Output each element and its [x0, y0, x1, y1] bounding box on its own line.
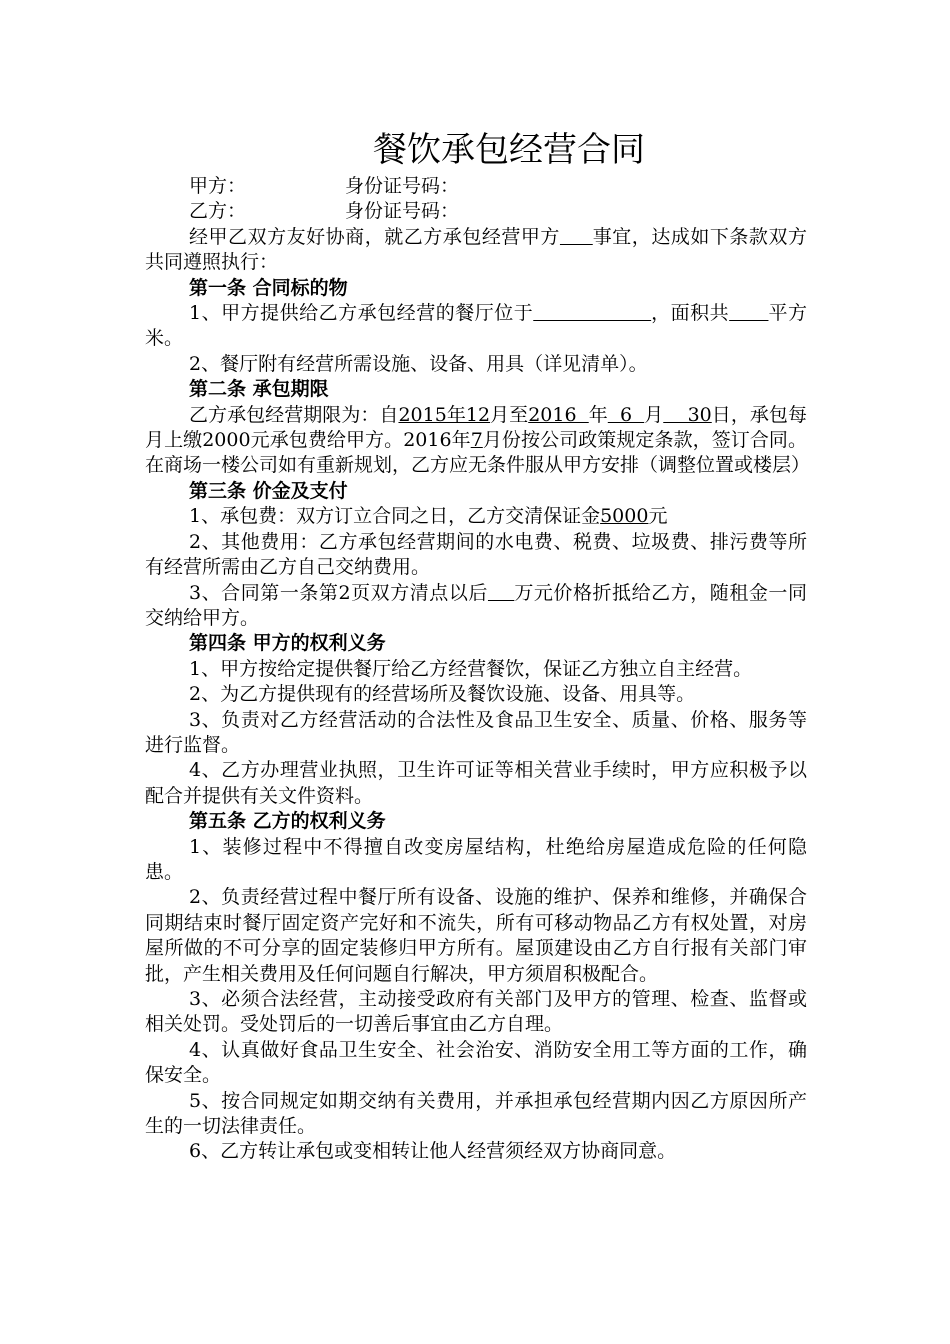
document-body [145, 174, 811, 1165]
article-5-clause-1: 1、装修过程中不得擅自改变房屋结构，杜绝给房屋造成危险的任何隐患。 [145, 835, 807, 883]
policy-month: 7 [470, 429, 483, 452]
end-day: 30 [663, 403, 712, 426]
clause-text: 元 [648, 505, 668, 528]
party-a-id-label: 身份证号码： [345, 175, 460, 197]
party-b-label: 乙方： [189, 200, 247, 223]
article-3-heading: 第三条 价金及支付 [189, 479, 348, 502]
end-month: 6 [607, 403, 645, 426]
area-blank [729, 302, 768, 324]
clause-text: 3、合同第一条第2页双方清点以后 [189, 581, 488, 604]
article-3-clause-3 [145, 581, 807, 632]
clause-text: 万元价格折抵给乙方，随租金一同交纳给甲方。 [145, 581, 807, 629]
clause-text: 平方米。 [145, 302, 807, 350]
clause-text: ，面积共 [651, 302, 730, 325]
article-2-heading: 第二条 承包期限 [189, 378, 329, 401]
article-4-clause-1: 1、甲方按给定提供餐厅给乙方经营餐饮，保证乙方独立自主经营。 [189, 657, 753, 680]
party-a-label: 甲方： [189, 175, 247, 197]
deposit-amount: 5000 [600, 505, 649, 528]
end-year: 2016 [528, 403, 589, 426]
article-5-clause-2: 2、负责经营过程中餐厅所有设备、设施的维护、保养和维修，并确保合同期结束时餐厅固定资产完好和不流失，所有可移动物品乙方有权处置，对房屋所做的不可分享的固定装修归甲方所有。屋顶建设由乙方自行报有关部门审批，产生相关费用及任何问题自行解决，甲方须眉积极配合。 [145, 886, 807, 985]
intro-text-a: 经甲乙双方友好协商，就乙方承包经营甲方 [189, 225, 560, 248]
article-1-clause-1 [145, 301, 807, 352]
clause-text: 年 [588, 403, 608, 426]
party-b-line [145, 199, 807, 224]
clause-text: 日，承包每月上缴2000元承包费给甲方。2016年 [145, 403, 807, 452]
party-a-line [145, 174, 807, 199]
clause-text: 月至 [490, 403, 529, 426]
article-5-clause-4: 4、认真做好食品卫生安全、社会治安、消防安全用工等方面的工作，确保安全。 [145, 1038, 807, 1087]
party-b-id-label: 身份证号码： [345, 200, 460, 223]
article-5-heading: 第五条 乙方的权利义务 [189, 810, 386, 833]
clause-text: 1、承包费：双方订立合同之日，乙方交清保证金 [189, 505, 601, 528]
intro-text-b: 事宜，达成如下条款双方共同遵照执行： [145, 225, 807, 274]
article-4-heading: 第四条 甲方的权利义务 [189, 632, 386, 655]
article-1-clause-2: 2、餐厅附有经营所需设施、设备、用具（详见清单）。 [189, 352, 648, 375]
clause-text: 月 [644, 403, 664, 426]
article-1-heading: 第一条 合同标的物 [189, 276, 348, 299]
location-blank [533, 302, 651, 324]
clause-text: 月份按公司政策规定条款，签订合同。在商场一楼公司如有重新规划，乙方应无条件服从甲方安排（调整位置或楼层） [145, 429, 811, 477]
article-4-clause-4: 4、乙方办理营业执照，卫生许可证等相关营业手续时，甲方应积极予以配合并提供有关文件资料。 [145, 759, 807, 807]
article-3-clause-1 [145, 504, 807, 529]
document-title: 餐饮承包经营合同 [373, 130, 645, 170]
article-2-paragraph [145, 403, 811, 479]
intro-blank [560, 226, 593, 248]
intro-paragraph [145, 225, 807, 276]
price-blank [488, 582, 514, 604]
article-3-clause-2: 2、其他费用：乙方承包经营期间的水电费、税费、垃圾费、排污费等所有经营所需由乙方自己交纳费用。 [145, 530, 807, 579]
article-5-clause-6: 6、乙方转让承包或变相转让他人经营须经双方协商同意。 [189, 1140, 677, 1163]
article-4-clause-2: 2、为乙方提供现有的经营场所及餐饮设施、设备、用具等。 [189, 683, 696, 706]
article-5-clause-5: 5、按合同规定如期交纳有关费用，并承担承包经营期内因乙方原因所产生的一切法律责任。 [145, 1089, 807, 1138]
article-5-clause-3: 3、必须合法经营，主动接受政府有关部门及甲方的管理、检查、监督或相关处罚。受处罚后的一切善后事宜由乙方自理。 [145, 988, 807, 1036]
clause-text: 1、甲方提供给乙方承包经营的餐厅位于 [189, 302, 534, 325]
clause-text: 乙方承包经营期限为：自 [189, 403, 399, 426]
article-4-clause-3: 3、负责对乙方经营活动的合法性及食品卫生安全、质量、价格、服务等进行监督。 [145, 708, 807, 756]
start-date: 2015年12 [398, 403, 491, 426]
